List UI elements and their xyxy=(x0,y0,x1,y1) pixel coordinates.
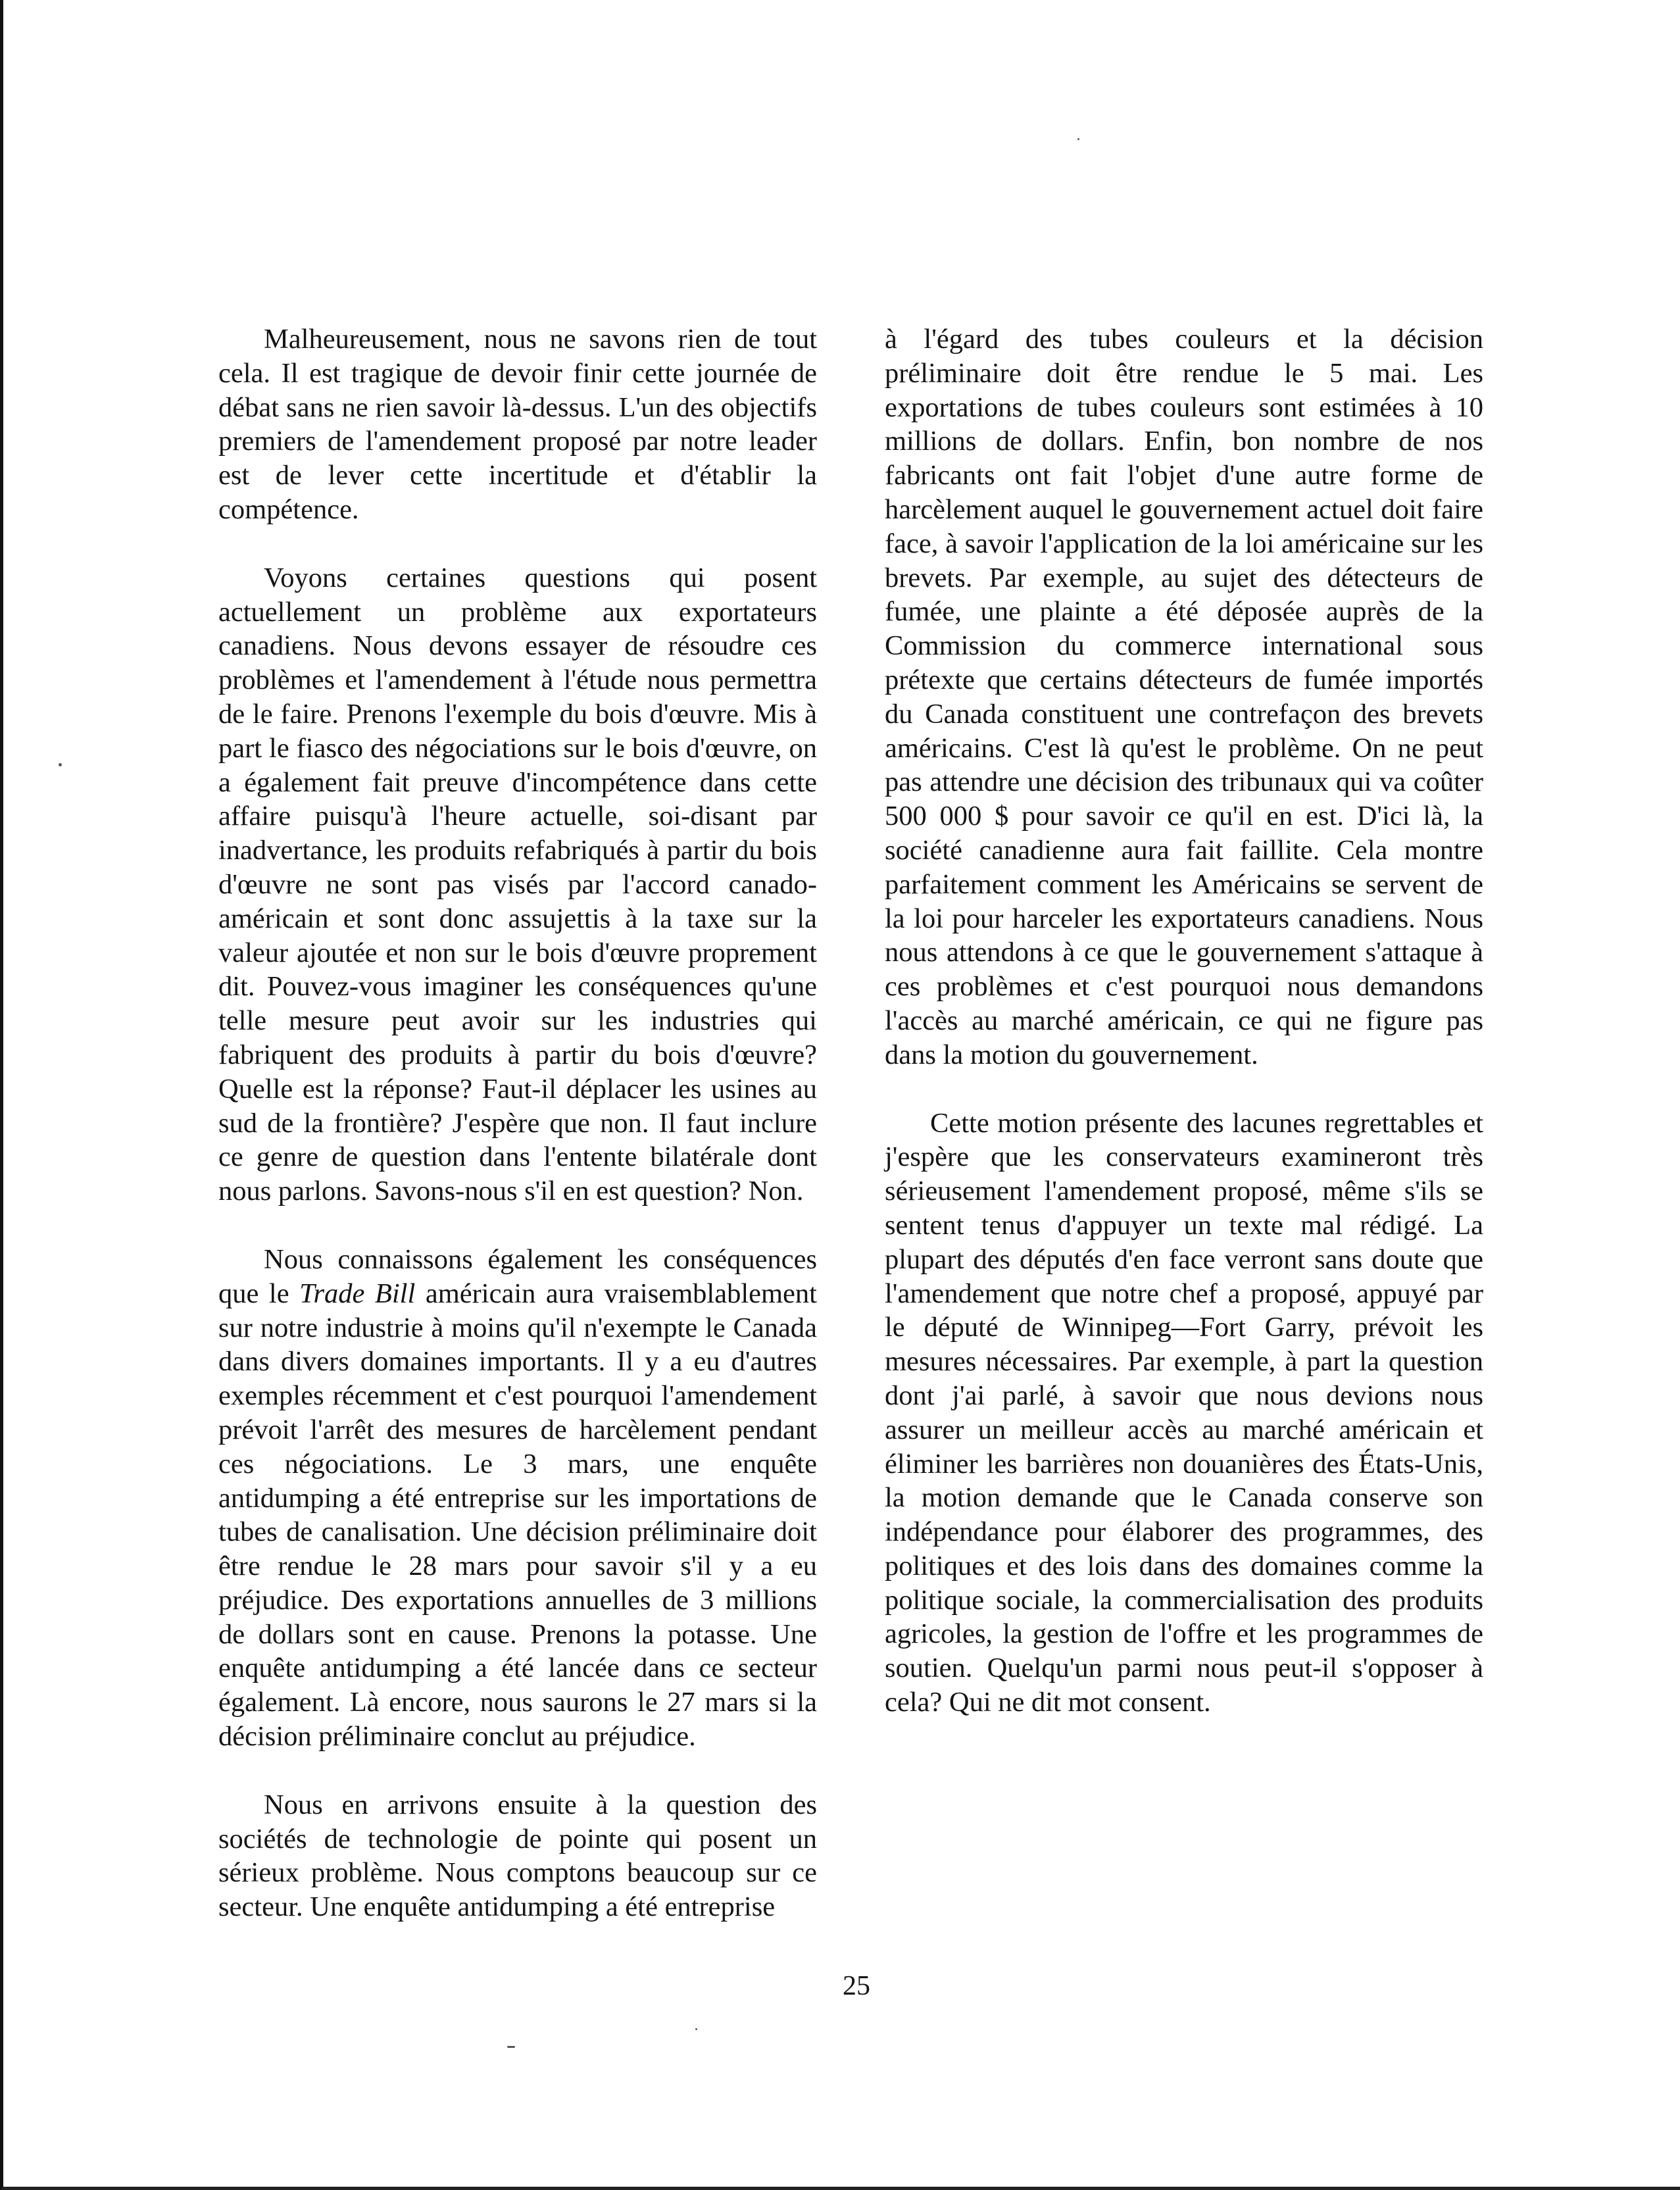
right-column xyxy=(885,322,1483,1754)
italic-title: Trade Bill xyxy=(299,1278,416,1309)
scan-speck xyxy=(695,2028,697,2030)
paragraph: Voyons certaines questions qui posent actuellement un problème aux exportateurs canadiens. Nous devons essayer de résoudre ces problèmes et l'amendement à l'étude nous permettra de le faire. Prenons l'exemple du bois d'œuvre. Mis à part le fiasco des négociations sur le bois d'œuvre, on a également fait preuve d'incompétence dans cette affaire puisqu'à l'heure actuelle, soi-disant par inadvertance, les produits refabriqués à partir du bois d'œuvre ne sont pas visés par l'accord canado-américain et sont donc assujettis à la taxe sur la valeur ajoutée et non sur le bois d'œuvre proprement dit. Pouvez-vous imaginer les conséquences qu'une telle mesure peut avoir sur les industries qui fabriquent des produits à partir du bois d'œuvre? Quelle est la réponse? Faut-il déplacer les usines au sud de la frontière? J'espère que non. Il faut inclure ce genre de question dans l'entente bilatérale dont nous parlons. Savons-nous s'il en est question? Non. xyxy=(218,562,817,1207)
text-run: américain aura vraisemblablement sur notre industrie à moins qu'il n'exempte le Canada dans divers domaines importants. Il y a eu d'autres exemples récemment et c'est pourquoi l'amendement prévoit l'arrêt des mesures de harcèlement pendant ces négociations. Le 3 mars, une enquête antidumping a été entreprise sur les importations de tubes de canalisation. Une décision préliminaire doit être rendue le 28 mars pour savoir s'il y a eu préjudice. Des exportations annuelles de 3 millions de dollars sont en cause. Prenons la potasse. Une enquête antidumping a été lancée dans ce secteur également. Là encore, nous saurons le 27 mars si la décision préliminaire conclut au préjudice. xyxy=(218,1278,817,1753)
page-number: 25 xyxy=(843,1971,870,2001)
scan-speck xyxy=(59,763,62,766)
paragraph: Malheureusement, nous ne savons rien de tout cela. Il est tragique de devoir finir cette journée de débat sans ne rien savoir là-dessus. L'un des objectifs premiers de l'amendement proposé par notre leader est de lever cette incertitude et d'établir la compétence. xyxy=(218,324,817,525)
left-column xyxy=(218,322,817,1958)
scan-speck xyxy=(1077,138,1079,140)
text-run: Nous connaissons également les conséquences que le xyxy=(218,1243,817,1309)
scan-speck xyxy=(507,2046,515,2048)
paragraph: Cette motion présente des lacunes regrettables et j'espère que les conservateurs examineront très sérieusement l'amendement proposé, même s'ils se sentent tenus d'appuyer un texte mal rédigé. La plupart des députés d'en face verront sans doute que l'amendement que notre chef a proposé, appuyé par le député de Winnipeg—Fort Garry, prévoit les mesures nécessaires. Par exemple, à part la question dont j'ai parlé, à savoir que nous devions nous assurer un meilleur accès au marché américain et éliminer les barrières non douanières des États-Unis, la motion demande que le Canada conserve son indépendance pour élaborer des programmes, des politiques et des lois dans des domaines comme la politique sociale, la commercialisation des produits agricoles, la gestion de l'offre et les programmes de soutien. Quelqu'un parmi nous peut-il s'opposer à cela? Qui ne dit mot consent. xyxy=(885,1107,1483,1718)
paragraph-continued: à l'égard des tubes couleurs et la décision préliminaire doit être rendue le 5 mai. Les exportations de tubes couleurs sont estimées à 10 millions de dollars. Enfin, bon nombre de nos fabricants ont fait l'objet d'une autre forme de harcèlement auquel le gouvernement actuel doit faire face, à savoir l'application de la loi américaine sur les brevets. Par exemple, au sujet des détecteurs de fumée, une plainte a été déposée auprès de la Commission du commerce international sous prétexte que certains détecteurs de fumée importés du Canada constituent une contrefaçon des brevets américains. C'est là qu'est le problème. On ne peut pas attendre une décision des tribunaux qui va coûter 500 000 $ pour savoir ce qu'il en est. D'ici là, la société canadienne aura fait faillite. Cela montre parfaitement comment les Américains se servent de la loi pour harceler les exportateurs canadiens. Nous nous attendons à ce que le gouvernement s'attaque à ces problèmes et c'est pourquoi nous demandons l'accès au marché américain, ce qui ne figure pas dans la motion du gouvernement. xyxy=(885,324,1483,1070)
paragraph: Nous en arrivons ensuite à la question des sociétés de technologie de pointe qui posent un sérieux problème. Nous comptons beaucoup sur ce secteur. Une enquête antidumping a été entreprise xyxy=(218,1789,817,1923)
paragraph xyxy=(218,1243,817,1754)
